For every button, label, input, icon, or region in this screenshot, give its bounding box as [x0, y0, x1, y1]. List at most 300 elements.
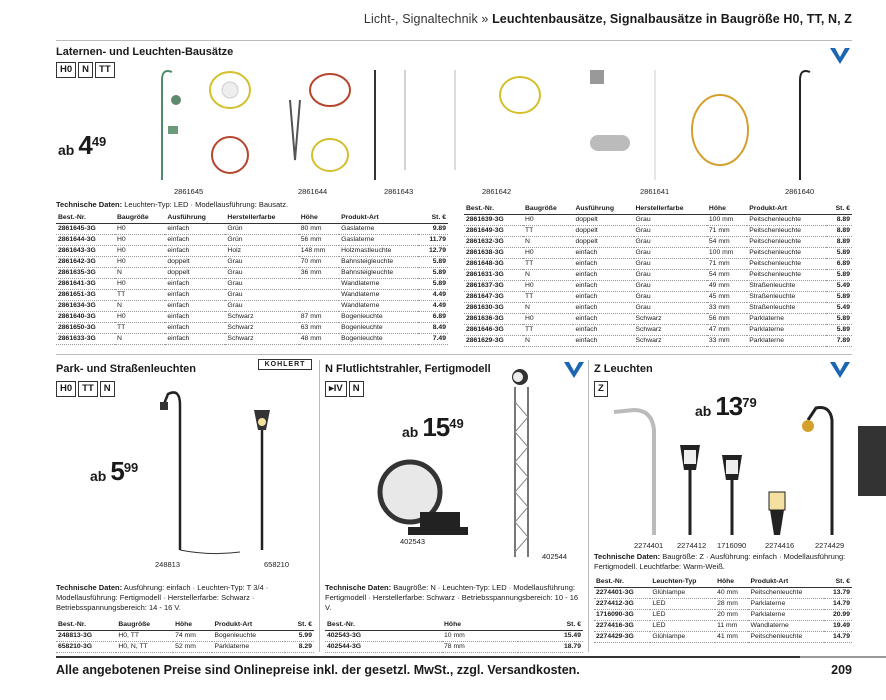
table-cell: TT — [115, 289, 165, 300]
tech-text: Baugröße: Z · Ausführung: einfach · Modellausführung: Fertigmodell. Leuchtfarbe: Warm-Weiß. — [594, 552, 846, 571]
table-cell: 5.89 — [826, 324, 852, 335]
table-cell: 2861636-3G — [464, 313, 523, 324]
table-cell: einfach — [165, 300, 225, 311]
table-cell: 2861635-3G — [56, 267, 115, 278]
table-cell: 658210-3G — [56, 641, 116, 652]
table-cell: 2861647-3G — [464, 291, 523, 302]
table-row — [56, 234, 448, 245]
table-cell: Straßenleuchte — [747, 280, 826, 291]
table-cell: 71 mm — [707, 258, 747, 269]
scale-badges-s3 — [325, 381, 364, 397]
product-table-s4 — [594, 576, 852, 643]
table-cell: 2861638-3G — [464, 247, 523, 258]
col-header: Höhe — [299, 212, 339, 223]
table-cell: 8.89 — [826, 236, 852, 247]
table-row — [464, 214, 852, 225]
table-row — [594, 598, 852, 609]
price-main: 5 — [110, 456, 124, 486]
table-cell: LED — [650, 620, 715, 631]
table-cell: 5.99 — [285, 630, 314, 641]
table-cell: 19.49 — [824, 620, 852, 631]
table-cell: 2861641-3G — [56, 278, 115, 289]
table-cell: doppelt — [573, 236, 633, 247]
table-cell: einfach — [165, 322, 225, 333]
table-cell: 6.89 — [826, 258, 852, 269]
scale-badge: H0 — [56, 62, 76, 78]
table-row — [464, 280, 852, 291]
table-cell: N — [115, 267, 165, 278]
col-header: Baugröße — [115, 212, 165, 223]
product-number: 402543 — [400, 537, 426, 546]
table-cell: Grau — [634, 291, 707, 302]
table-cell: N — [523, 236, 573, 247]
table-row — [56, 267, 448, 278]
table-cell: einfach — [573, 269, 633, 280]
table-cell: einfach — [165, 311, 225, 322]
table-row — [56, 289, 448, 300]
table-cell: 14.79 — [824, 631, 852, 642]
table-cell: einfach — [573, 313, 633, 324]
table-cell: Grau — [634, 247, 707, 258]
scale-badge: N — [100, 381, 115, 397]
table-cell: Parklaterne — [747, 313, 826, 324]
table-cell: Parklaterne — [747, 324, 826, 335]
table-row — [56, 223, 448, 234]
table-row — [56, 311, 448, 322]
table-cell: 8.29 — [285, 641, 314, 652]
product-number: 2861642 — [482, 187, 512, 196]
table-row — [56, 278, 448, 289]
table-cell: 2861651-3G — [56, 289, 115, 300]
scale-badge: ▸IV — [325, 381, 347, 397]
col-header: Best.-Nr. — [464, 203, 523, 214]
table-cell: Grau — [634, 214, 707, 225]
table-cell: 49 mm — [707, 280, 747, 291]
table-cell: 8.89 — [826, 225, 852, 236]
col-header: St. € — [826, 203, 852, 214]
table-cell: Straßenleuchte — [747, 291, 826, 302]
table-cell: Schwarz — [225, 333, 298, 344]
table-cell: Grau — [634, 302, 707, 313]
table-cell: 11 mm — [715, 620, 748, 631]
table-cell: Bogenleuchte — [339, 322, 418, 333]
col-header: Ausführung — [573, 203, 633, 214]
col-header: St. € — [285, 619, 314, 630]
table-cell: H0 — [523, 313, 573, 324]
top-divider — [56, 40, 852, 41]
table-cell: 78 mm — [442, 641, 518, 652]
product-number: 402544 — [542, 552, 568, 561]
table-row — [56, 333, 448, 344]
table-cell: einfach — [165, 234, 225, 245]
table-cell: 70 mm — [299, 256, 339, 267]
table-row — [56, 300, 448, 311]
table-cell: 56 mm — [707, 313, 747, 324]
table-cell: 14.79 — [824, 598, 852, 609]
table-row — [464, 247, 852, 258]
table-cell: N — [115, 300, 165, 311]
table-cell: 36 mm — [299, 267, 339, 278]
table-cell: 18.79 — [518, 641, 583, 652]
product-images-s1 — [150, 60, 855, 188]
table-cell: Wandlaterne — [339, 278, 418, 289]
table-cell: 2861649-3G — [464, 225, 523, 236]
table-cell: 71 mm — [707, 225, 747, 236]
table-row — [464, 225, 852, 236]
table-cell: Glühlampe — [650, 587, 715, 598]
table-cell: 4.49 — [418, 300, 448, 311]
product-number: 2274412 — [677, 541, 707, 550]
table-cell: einfach — [573, 280, 633, 291]
table-cell: Grau — [634, 280, 707, 291]
table-row — [56, 322, 448, 333]
col-header: Baugröße — [116, 619, 173, 630]
table-cell: 2861645-3G — [56, 223, 115, 234]
table-row — [56, 256, 448, 267]
table-cell: 8.49 — [418, 322, 448, 333]
column-divider — [319, 360, 320, 652]
table-cell: 402544-3G — [325, 641, 442, 652]
table-cell: 47 mm — [707, 324, 747, 335]
col-header: Höhe — [715, 576, 748, 587]
table-cell: 4.49 — [418, 289, 448, 300]
table-cell: Bahnsteigleuchte — [339, 267, 418, 278]
price-prefix: ab — [695, 403, 712, 419]
table-cell: Peitschenleuchte — [748, 587, 823, 598]
col-header: Best.-Nr. — [325, 619, 442, 630]
table-cell: Parklaterne — [747, 335, 826, 346]
table-cell: Schwarz — [225, 322, 298, 333]
product-number: 658210 — [264, 560, 290, 569]
price-cents: 49 — [91, 134, 107, 149]
section-title-z: Z Leuchten — [594, 363, 653, 375]
table-cell: einfach — [165, 333, 225, 344]
table-cell: H0 — [115, 245, 165, 256]
col-header: Ausführung — [165, 212, 225, 223]
table-row — [325, 630, 583, 641]
table-cell: 12.79 — [418, 245, 448, 256]
table-cell: H0 — [115, 256, 165, 267]
table-cell: 2274401-3G — [594, 587, 650, 598]
table-row — [464, 258, 852, 269]
tech-label: Technische Daten: — [56, 200, 123, 209]
table-row — [594, 587, 852, 598]
table-cell: N — [523, 269, 573, 280]
table-cell: 2861646-3G — [464, 324, 523, 335]
table-cell: 56 mm — [299, 234, 339, 245]
scale-badge: H0 — [56, 381, 76, 397]
col-header: St. € — [518, 619, 583, 630]
table-cell: einfach — [165, 245, 225, 256]
table-cell: 52 mm — [173, 641, 212, 652]
page-title: Leuchtenbausätze, Signalbausätze in Baugröße H0, TT, N, Z — [492, 12, 852, 26]
table-cell: 54 mm — [707, 269, 747, 280]
table-cell: 402543-3G — [325, 630, 442, 641]
table-cell: 2861643-3G — [56, 245, 115, 256]
table-cell: TT — [523, 324, 573, 335]
table-row — [464, 269, 852, 280]
table-cell: einfach — [573, 247, 633, 258]
price-prefix: ab — [90, 468, 107, 484]
table-cell: Gaslaterne — [339, 234, 418, 245]
table-cell: 5.89 — [418, 267, 448, 278]
table-cell: 2861632-3G — [464, 236, 523, 247]
table-cell: Grau — [634, 258, 707, 269]
table-cell: 2861650-3G — [56, 322, 115, 333]
table-cell: 5.89 — [418, 278, 448, 289]
tech-data-s4 — [594, 552, 852, 572]
table-row — [464, 313, 852, 324]
chapter-tab — [858, 426, 886, 496]
table-cell — [299, 278, 339, 289]
table-cell: 148 mm — [299, 245, 339, 256]
viessmann-logo — [826, 360, 854, 382]
scale-badges-s2 — [56, 381, 115, 397]
product-table-s1-left — [56, 212, 448, 345]
col-header: Produkt-Art — [748, 576, 823, 587]
col-header: Best.-Nr. — [56, 619, 116, 630]
product-number: 2861644 — [298, 187, 328, 196]
column-divider — [588, 360, 589, 652]
section-title-laternen: Laternen- und Leuchten-Bausätze — [56, 46, 234, 58]
table-cell — [299, 289, 339, 300]
tech-text: Leuchten-Typ: LED · Modellausführung: Bausatz. — [122, 200, 289, 209]
table-cell: Gaslaterne — [339, 223, 418, 234]
price-s2 — [90, 458, 138, 484]
table-cell: 2861639-3G — [464, 214, 523, 225]
table-cell: 2861637-3G — [464, 280, 523, 291]
price-main: 4 — [78, 130, 92, 160]
table-cell: Bogenleuchte — [339, 311, 418, 322]
table-cell: Grau — [225, 289, 298, 300]
table-cell: 1716090-3G — [594, 609, 650, 620]
table-cell: Grün — [225, 223, 298, 234]
price-cents: 49 — [449, 416, 464, 431]
table-row — [56, 630, 314, 641]
col-header: St. € — [418, 212, 448, 223]
kohlert-logo: KOHLERT — [258, 359, 312, 370]
table-cell: 41 mm — [715, 631, 748, 642]
table-row — [594, 631, 852, 642]
table-cell: doppelt — [165, 267, 225, 278]
product-number: 2861643 — [384, 187, 414, 196]
product-number: 2861640 — [785, 187, 815, 196]
table-cell: 20 mm — [715, 609, 748, 620]
table-cell: 5.89 — [826, 247, 852, 258]
table-cell: Glühlampe — [650, 631, 715, 642]
table-cell: Grau — [225, 278, 298, 289]
scale-badge: Z — [594, 381, 608, 397]
table-cell: H0, N, TT — [116, 641, 173, 652]
table-cell: 5.89 — [418, 256, 448, 267]
table-cell: Schwarz — [634, 324, 707, 335]
table-cell: 80 mm — [299, 223, 339, 234]
table-cell: H0 — [115, 311, 165, 322]
table-cell: 87 mm — [299, 311, 339, 322]
section-title-flutlicht: N Flutlichtstrahler, Fertigmodell — [325, 363, 491, 375]
tech-label: Technische Daten: — [325, 583, 392, 592]
table-cell: 7.49 — [418, 333, 448, 344]
price-cents: 99 — [123, 460, 139, 475]
table-cell: 40 mm — [715, 587, 748, 598]
table-cell: Peitschenleuchte — [748, 631, 823, 642]
table-cell: doppelt — [573, 225, 633, 236]
price-s1 — [58, 132, 106, 158]
tech-data-s1 — [56, 200, 288, 210]
product-table-s2 — [56, 619, 314, 653]
table-row — [464, 335, 852, 346]
table-cell: H0 — [115, 278, 165, 289]
tech-text: Ausführung: einfach · Leuchten-Typ: T 3/4 · Modellausführung: Fertigmodell · Herstellerfarbe: Schwarz · Betriebsspannungsbereich: 14 - 16 V. — [56, 583, 269, 612]
col-header: Produkt-Art — [339, 212, 418, 223]
col-header: Höhe — [707, 203, 747, 214]
table-cell: 13.79 — [824, 587, 852, 598]
table-cell: H0 — [523, 280, 573, 291]
table-cell: Grün — [225, 234, 298, 245]
table-cell: N — [523, 302, 573, 313]
price-main: 15 — [422, 412, 450, 442]
table-cell: einfach — [573, 335, 633, 346]
table-cell: 63 mm — [299, 322, 339, 333]
table-cell: 5.49 — [826, 302, 852, 313]
table-cell: 2861634-3G — [56, 300, 115, 311]
table-cell: 5.89 — [826, 269, 852, 280]
table-cell — [299, 300, 339, 311]
table-cell: 5.49 — [826, 280, 852, 291]
breadcrumb — [364, 12, 852, 26]
table-cell: Peitschenleuchte — [747, 247, 826, 258]
table-cell: 8.89 — [826, 214, 852, 225]
col-header: Best.-Nr. — [56, 212, 115, 223]
table-cell: 6.89 — [418, 311, 448, 322]
table-cell: 9.89 — [418, 223, 448, 234]
table-cell: doppelt — [165, 256, 225, 267]
table-cell: N — [115, 333, 165, 344]
table-cell: LED — [650, 609, 715, 620]
table-cell: Schwarz — [225, 311, 298, 322]
table-row — [594, 609, 852, 620]
table-cell: TT — [115, 322, 165, 333]
table-cell: 5.89 — [826, 291, 852, 302]
table-row — [325, 641, 583, 652]
price-main: 13 — [715, 391, 743, 421]
product-table-s1-right — [464, 203, 852, 347]
table-cell: 54 mm — [707, 236, 747, 247]
scale-badge: N — [349, 381, 364, 397]
table-cell: Straßenleuchte — [747, 302, 826, 313]
table-cell: 15.49 — [518, 630, 583, 641]
table-cell: Holzmastleuchte — [339, 245, 418, 256]
table-cell: 248813-3G — [56, 630, 116, 641]
product-images-s4 — [594, 400, 852, 540]
table-cell: H0 — [523, 247, 573, 258]
table-cell: Peitschenleuchte — [747, 236, 826, 247]
table-cell: 11.79 — [418, 234, 448, 245]
table-cell: Grau — [634, 236, 707, 247]
table-cell: Wandlaterne — [339, 300, 418, 311]
price-prefix: ab — [58, 142, 75, 158]
scale-badge: TT — [95, 62, 115, 78]
table-cell: einfach — [165, 289, 225, 300]
product-images-s3 — [370, 362, 590, 562]
table-cell: H0 — [115, 234, 165, 245]
table-cell: LED — [650, 598, 715, 609]
product-number: 2274429 — [815, 541, 845, 550]
table-cell: Wandlaterne — [339, 289, 418, 300]
product-number: 2274416 — [765, 541, 795, 550]
table-cell: Parklaterne — [212, 641, 284, 652]
price-prefix: ab — [402, 424, 419, 440]
table-cell: 2861631-3G — [464, 269, 523, 280]
table-cell: 2861640-3G — [56, 311, 115, 322]
table-cell: Peitschenleuchte — [747, 214, 826, 225]
table-cell: einfach — [573, 291, 633, 302]
table-cell: Grau — [225, 256, 298, 267]
table-cell: Holz — [225, 245, 298, 256]
table-cell: Grau — [225, 267, 298, 278]
table-cell: H0 — [115, 223, 165, 234]
footer-rule — [56, 656, 800, 658]
table-row — [464, 324, 852, 335]
table-cell: Grau — [225, 300, 298, 311]
scale-badge: N — [78, 62, 93, 78]
scale-badges-s1 — [56, 62, 115, 78]
table-cell: 28 mm — [715, 598, 748, 609]
table-cell: H0, TT — [116, 630, 173, 641]
table-cell: 2861644-3G — [56, 234, 115, 245]
table-cell: 20.99 — [824, 609, 852, 620]
table-cell: Schwarz — [634, 313, 707, 324]
table-cell: Peitschenleuchte — [747, 225, 826, 236]
table-cell: 2861633-3G — [56, 333, 115, 344]
table-cell: Bogenleuchte — [212, 630, 284, 641]
col-header: Leuchten-Typ — [650, 576, 715, 587]
table-cell: einfach — [573, 302, 633, 313]
table-cell: H0 — [523, 214, 573, 225]
table-cell: Schwarz — [634, 335, 707, 346]
table-cell: 33 mm — [707, 335, 747, 346]
product-number: 1716090 — [717, 541, 747, 550]
product-table-s3 — [325, 619, 583, 653]
table-cell: Peitschenleuchte — [747, 269, 826, 280]
table-cell: Parklaterne — [748, 598, 823, 609]
section-divider — [56, 354, 852, 355]
price-cents: 79 — [742, 395, 757, 410]
table-cell: 7.89 — [826, 335, 852, 346]
tech-text: Baugröße: N · Leuchten-Typ: LED · Modellausführung: Fertigmodell · Herstellerfarbe: Schwarz · Betriebsspannungsbereich: 10 - 16 V. — [325, 583, 579, 612]
table-cell: 33 mm — [707, 302, 747, 313]
table-cell: 2861630-3G — [464, 302, 523, 313]
col-header: Höhe — [442, 619, 518, 630]
product-number: 2861641 — [640, 187, 670, 196]
table-cell: einfach — [165, 223, 225, 234]
table-cell: Parklaterne — [748, 609, 823, 620]
tech-data-s2 — [56, 583, 314, 613]
table-cell: TT — [523, 258, 573, 269]
table-cell: einfach — [165, 278, 225, 289]
table-cell: 74 mm — [173, 630, 212, 641]
table-cell: N — [523, 335, 573, 346]
page-number: 209 — [831, 663, 852, 677]
product-number: 248813 — [155, 560, 181, 569]
table-cell: 10 mm — [442, 630, 518, 641]
breadcrumb-parent[interactable]: Licht-, Signaltechnik » — [363, 12, 489, 26]
product-number: 2861645 — [174, 187, 204, 196]
table-cell: 2274412-3G — [594, 598, 650, 609]
table-cell: Grau — [634, 225, 707, 236]
table-cell: Peitschenleuchte — [747, 258, 826, 269]
table-cell: Bogenleuchte — [339, 333, 418, 344]
